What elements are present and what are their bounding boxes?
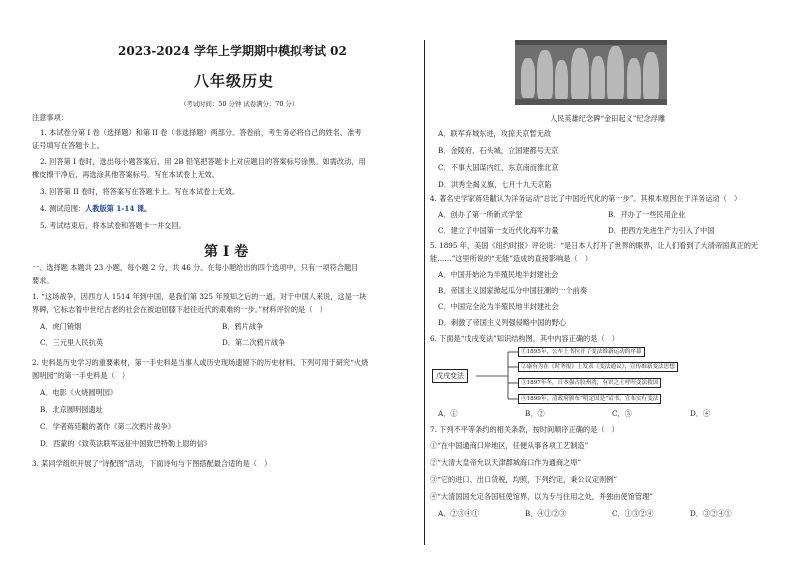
question-text: 圆明园”的第一手史料是（ ）	[32, 371, 130, 380]
section-intro: 一、选择题 本题共 23 小题，每小题 2 分，共 46 分。在每小题给出的四个选项中，只有一项符合题目	[32, 263, 359, 272]
option: B．②	[525, 409, 545, 418]
option: D．④	[690, 409, 711, 418]
diagram-item: ①1895年，公车上书拉开了变法维新运动的序幕	[518, 347, 645, 357]
question-text: ③“它的进口、出口货税，均照，下列约定，秉公议定则例”	[430, 475, 618, 484]
question-text: 6. 下面是“戊戌变法”知识结构图，其中内容正确的是（ ）	[430, 334, 619, 343]
option: D．第二次鸦片战争	[222, 338, 286, 347]
question-text: ②“大清大皇帝允以天津郡城海口作为通商之埠”	[430, 458, 582, 467]
column-divider	[424, 40, 425, 545]
note-line: 3. 回答第 II 卷时，将答案写在答题卡上。写在本试卷上无效。	[40, 187, 240, 196]
diagram-center-box: 戊戌变法	[432, 369, 468, 383]
question-text: ①“在中国通商口岸地区，任便从事各项工艺制造”	[430, 441, 589, 450]
question-text: 4. 著名史学家蒋廷黻认为洋务运动“总比了中国近代化的第一步”。其根本原因在于洋务运动（ ）	[430, 194, 742, 203]
option: B．鸦片战争	[222, 322, 264, 331]
note-line: 橡皮擦干净后，再选涂其他答案标号。写在本试卷上无效。	[32, 170, 219, 179]
note-line: 2. 回答第 I 卷时，选出每小题答案后，用 2B 铅笔把答题卡上对应题目的答案标号涂黑。如需改动，用	[40, 157, 366, 166]
notes-heading: 注意事项：	[32, 113, 68, 122]
option: B．北京圆明园遗址	[40, 405, 103, 414]
note-line: 5. 考试结束后，将本试卷和答题卡一并交回。	[40, 221, 186, 230]
option: C．学者蒋廷黻的著作《第二次鸦片战争》	[40, 422, 175, 431]
option: B．金陵府，石头城，立国建都号天京	[438, 146, 559, 155]
note-line	[40, 204, 151, 213]
diagram-item: ②康有为在《时务报》上发表《变法通议》，宣传维新变法思想	[518, 362, 678, 372]
diagram-item: ④1899年，清政府颁布“明定国是”诏书，宣布实行变法	[518, 394, 661, 404]
option: C．③	[612, 409, 632, 418]
option: A．电影《火烧圆明园》	[40, 388, 118, 397]
note-range-label: 4. 测试范围：	[40, 204, 86, 213]
option: D．西蒙的《致英法联军远征中国致巴特勒上尉的信》	[40, 439, 212, 448]
question-text: 1. “这场战争，因西方人 1514 年到中国，是我们第 325 年预知之后的一道，对于中国人来说，这是一块	[32, 292, 367, 301]
option: A．中国开始沦为半殖民地半封建社会	[438, 270, 559, 279]
option: A．创办了第一所新式学堂	[438, 210, 523, 219]
note-line: 1. 本试卷分第 I 卷（选择题）和第 II 卷（非选择题）两部分。答卷前，考生务必将自己的姓名、准考	[40, 128, 362, 137]
section-heading: 第 I 卷	[204, 244, 249, 260]
option: C．不事大国谋内红，东京南而淮北京	[438, 163, 559, 172]
option: C．建立了中国第一支近代化海军力量	[438, 226, 559, 235]
question-text: 能……”这里所说的“无能”造成的直接影响是（ ）	[430, 254, 592, 263]
option: D．③②④①	[690, 509, 732, 518]
exam-info: （考试时间：50 分钟 试卷满分：70 分）	[180, 100, 299, 108]
exam-title: 2023-2024 学年上学期期中模拟考试 02	[118, 44, 347, 58]
knowledge-diagram	[430, 346, 775, 406]
note-range-value: 人教版第 1-14 课。	[85, 204, 152, 213]
option: D．刺激了帝国主义列强侵略中国的野心	[438, 318, 566, 327]
option: A．②③④①	[438, 509, 480, 518]
question-text: 7. 下列不平等条约的相关条款，按时间顺序正确的是（ ）	[430, 425, 619, 434]
question-text: 2. 史料是历史学习的重要素材，第一手史料是当事人或历史现场遗留下的历史材料。下列可用于研究“火烧	[32, 358, 369, 367]
option: C．三元里人民抗英	[40, 338, 104, 347]
question-text: 3. 某同学组织开展了“诗配图”活动，下面诗句与下图搭配最合适的是（ ）	[32, 459, 272, 468]
question-text: 5. 1895 年，美国《纽约时报》评论说：“是日本人打开了世界的眼界，让人们看到了大清帝国真正的无	[430, 241, 759, 250]
relief-photo	[515, 40, 667, 105]
option: B．④①②③	[525, 509, 567, 518]
photo-caption: 人民英雄纪念碑“金田起义”纪念浮雕	[550, 114, 666, 123]
option: A．①	[438, 409, 458, 418]
option: B．开办了一些民用企业	[608, 210, 686, 219]
option: D．洪秀全揭义旗，七月十九天京陷	[438, 180, 552, 189]
question-text: 界碑，它标志着中世纪古老的社会在被迫屈膝下赶往近代的艰难的一步。”材料评价的是（ ）	[32, 305, 327, 314]
subject-title: 八年级历史	[194, 72, 275, 90]
diagram-item: ③1897年冬，日本强占胶州湾，有识之士呼吁变法救国	[518, 378, 661, 388]
question-text: ④“大清国国允定各国驻使馆界，以为专与住用之处，并独由使馆管理”	[430, 492, 653, 501]
option: B．帝国主义国家掀起瓜分中国狂潮的一个前奏	[438, 286, 588, 295]
section-intro: 要求。	[32, 276, 54, 285]
option: D．把西方先进生产力引入了中国	[608, 226, 715, 235]
note-line: 证号填写在答题卡上。	[32, 141, 104, 150]
option: A．联军弃城东进，攻掠天京暂无敌	[438, 129, 552, 138]
option: C．中国完全沦为半殖民地半封建社会	[438, 302, 559, 311]
option: C．①③②④	[612, 509, 654, 518]
option: A．虎门销烟	[40, 322, 82, 331]
